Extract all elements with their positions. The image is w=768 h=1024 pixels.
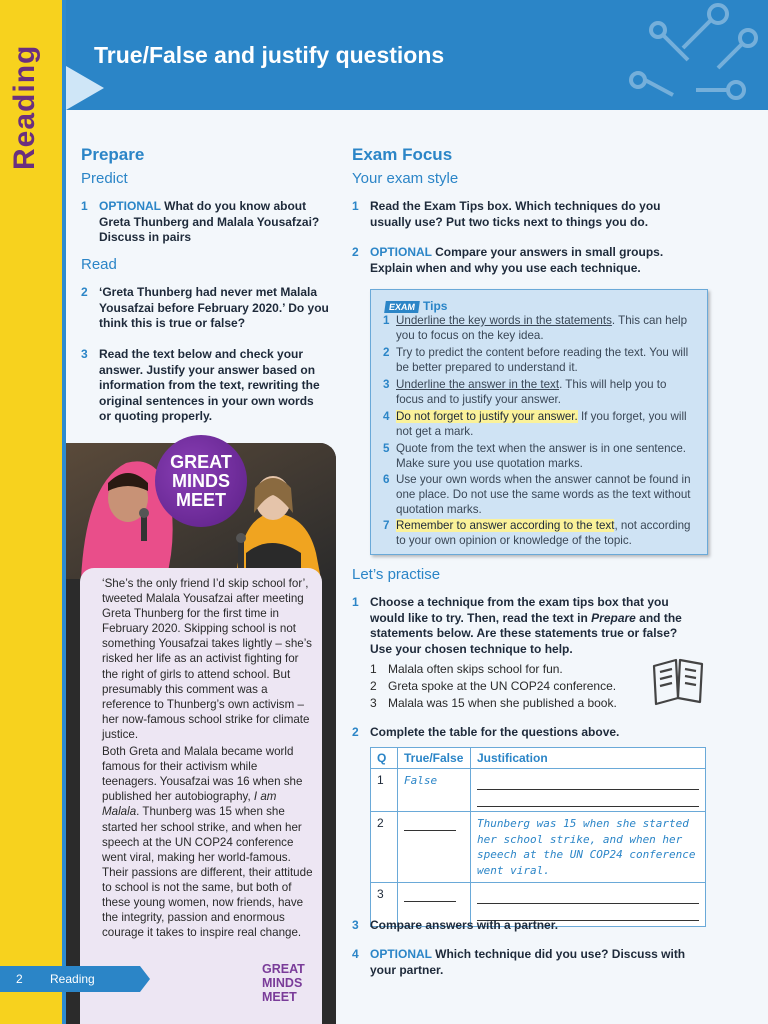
question-number: 3 xyxy=(352,918,359,932)
column-header: True/False xyxy=(398,748,471,769)
question-number: 3 xyxy=(81,347,88,361)
open-book-icon xyxy=(650,656,706,706)
tip-number: 2 xyxy=(383,346,390,359)
question-number: 1 xyxy=(352,595,359,609)
answer-line xyxy=(477,887,699,904)
tip-number: 7 xyxy=(383,519,390,532)
badge-line-2: MINDS xyxy=(171,470,230,491)
footer-section-label: Reading xyxy=(50,972,95,986)
practise-heading: Let’s practise xyxy=(352,566,441,583)
table-row xyxy=(371,812,706,883)
q-cell: 2 xyxy=(371,812,398,883)
table-header-row xyxy=(371,748,706,769)
tip-item xyxy=(383,442,697,472)
tip-underlined: Underline the answer in the text xyxy=(396,378,560,391)
tip-number: 4 xyxy=(383,410,390,423)
question-text: Read the Exam Tips box. Which techniques do you usually use? Put two ticks next to things you do. xyxy=(370,199,661,229)
statement-text: Greta spoke at the UN COP24 conference. xyxy=(388,679,617,693)
statement-item xyxy=(370,679,616,693)
prepare-question-1 xyxy=(81,199,336,246)
question-number: 1 xyxy=(352,199,359,213)
tip-number: 1 xyxy=(383,314,390,327)
true-false-cell[interactable] xyxy=(398,812,471,883)
tip-number: 6 xyxy=(383,473,390,486)
badge-line-3: MEET xyxy=(175,489,226,510)
practise-question-4 xyxy=(352,947,702,978)
tip-text: If you forget, you will not get a mark. xyxy=(396,410,687,438)
tip-text: Try to predict the content before reading the text. You will be better prepared to understand it. xyxy=(396,346,689,374)
statement-text: Malala was 15 when she published a book. xyxy=(388,696,617,710)
tip-item xyxy=(383,410,697,440)
answer-line xyxy=(404,887,456,902)
tip-number: 3 xyxy=(383,378,390,391)
question-text: ‘Greta Thunberg had never met Malala Yousafzai before February 2020.’ Do you think this is true or false? xyxy=(99,285,329,330)
true-false-cell[interactable] xyxy=(398,769,471,812)
exam-focus-heading: Exam Focus xyxy=(352,145,453,164)
justification-text: Thunberg was 15 when she started her school strike, and when her speech at the UN COP24 conference went viral. xyxy=(477,817,696,877)
question-emphasis: Prepare xyxy=(591,610,636,625)
question-number: 2 xyxy=(352,725,359,739)
question-text: Which technique did you use? Discuss with your partner. xyxy=(370,947,686,977)
column-header: Justification xyxy=(471,748,706,769)
question-number: 1 xyxy=(81,199,88,213)
statement-number: 1 xyxy=(370,662,377,676)
practise-question-2 xyxy=(352,725,702,741)
section-label: Reading xyxy=(8,44,41,170)
logo-line-2: MINDS xyxy=(262,976,303,990)
article-paragraph-2-start: Both Greta and Malala became world famous for their activism while teenagers. Yousafzai was 16 when she published her autobiography, xyxy=(102,745,303,804)
question-text: Compare answers with a partner. xyxy=(370,918,559,932)
answer-value: False xyxy=(404,774,438,787)
page-number: 2 xyxy=(16,972,23,986)
tip-item xyxy=(383,473,697,517)
prepare-heading: Prepare xyxy=(81,145,145,164)
practise-question-3 xyxy=(352,918,702,934)
question-number: 4 xyxy=(352,947,359,961)
exam-question-1 xyxy=(352,199,692,230)
tip-number: 5 xyxy=(383,442,390,455)
question-number: 2 xyxy=(81,285,88,299)
question-text: Compare your answers in small groups. Explain when and why you use each technique. xyxy=(370,245,664,275)
answer-line xyxy=(477,790,699,807)
tip-text: . This will help you to focus and to justify your answer. xyxy=(396,378,667,406)
practise-question-1 xyxy=(352,595,702,657)
justification-cell[interactable] xyxy=(471,769,706,812)
tip-highlighted: Do not forget to justify your answer. xyxy=(396,410,578,423)
tip-item xyxy=(383,519,697,549)
answer-line xyxy=(477,773,699,790)
optional-tag: OPTIONAL xyxy=(370,947,432,961)
tips-title: Tips xyxy=(423,299,448,313)
article-paragraph-2-end: . Thunberg was 15 when she started her school strike, and when her speech at the UN COP24 conference went viral, making her world-famous. Their passions are different, their attitude to school is not the same, but both of these young women, now friends, have the integrity, passion and enormous courage it takes to inspire real change. xyxy=(102,805,313,940)
question-text: Choose a technique from the exam tips box that you would like to try. Then, read the text in xyxy=(370,595,669,625)
tip-text: , not according to your own opinion or knowledge of the topic. xyxy=(396,519,691,547)
table-row xyxy=(371,769,706,812)
question-text: Read the text below and check your answer. Justify your answer based on information from the text, rewriting the original sentences in your own words or quoting properly. xyxy=(99,347,320,423)
logo-line-3: MEET xyxy=(262,990,297,1004)
tip-highlighted: Remember to answer according to the text xyxy=(396,519,615,532)
optional-tag: OPTIONAL xyxy=(370,245,432,259)
read-heading: Read xyxy=(81,256,117,273)
statement-text: Malala often skips school for fun. xyxy=(388,662,563,676)
optional-tag: OPTIONAL xyxy=(99,199,161,213)
book-title: I am Malala xyxy=(102,790,277,819)
tip-text: Quote from the text when the answer is in one sentence. Make sure you use quotation marks. xyxy=(396,442,687,470)
badge-line-1: GREAT xyxy=(170,451,232,472)
exam-tag: EXAM xyxy=(384,301,420,313)
tips-header xyxy=(385,297,447,315)
logo-line-1: GREAT xyxy=(262,962,305,976)
page-title: True/False and justify questions xyxy=(94,42,445,68)
column-header: Q xyxy=(371,748,398,769)
question-number: 2 xyxy=(352,245,359,259)
statement-item xyxy=(370,662,563,676)
answer-line xyxy=(404,816,456,831)
question-text: Complete the table for the questions above. xyxy=(370,725,620,739)
article-paragraph-2 xyxy=(102,744,314,940)
q-cell: 3 xyxy=(371,883,398,927)
exam-tips-box xyxy=(370,289,708,555)
statement-item xyxy=(370,696,617,710)
tip-text: Use your own words when the answer cannot be found in one place. Do not use the same words as the text without quotation marks. xyxy=(396,473,691,516)
keys-decoration-icon xyxy=(618,0,768,110)
tip-item xyxy=(383,314,697,344)
header-arrow xyxy=(66,66,104,110)
question-text: What do you know about Greta Thunberg and Malala Yousafzai? Discuss in pairs xyxy=(99,199,320,244)
prepare-question-2 xyxy=(81,285,336,332)
statement-number: 2 xyxy=(370,679,377,693)
prepare-question-3 xyxy=(81,347,326,425)
question-text-end: and the statements below. Are these statements true or false? Use your chosen technique to help. xyxy=(370,610,682,656)
article-card xyxy=(80,568,322,1024)
article-paragraph-1: ‘She’s the only friend I’d skip school for’, tweeted Malala Yousafzai after meeting Greta Thunberg for the first time in February 2020. Skipping school is not something Yousafzai takes lightly – she’s risked her life as an activist fighting for the right of girls to attend school. But presumably this comment was a reference to Thunberg’s own activism – her now-famous school strike for climate justice. xyxy=(102,577,312,741)
great-minds-meet-logo xyxy=(262,962,305,1004)
tip-text: . This can help you to focus on the key idea. xyxy=(396,314,688,342)
exam-question-2 xyxy=(352,245,692,276)
great-minds-meet-badge xyxy=(155,435,247,527)
tip-item xyxy=(383,378,697,408)
exam-style-heading: Your exam style xyxy=(352,170,459,187)
q-cell: 1 xyxy=(371,769,398,812)
statement-number: 3 xyxy=(370,696,377,710)
answers-table xyxy=(370,747,706,927)
tip-item xyxy=(383,346,697,376)
predict-heading: Predict xyxy=(81,170,128,187)
article-text xyxy=(102,576,314,942)
page-header xyxy=(66,0,768,110)
justification-cell[interactable] xyxy=(471,812,706,883)
tip-underlined: Underline the key words in the statements xyxy=(396,314,612,327)
